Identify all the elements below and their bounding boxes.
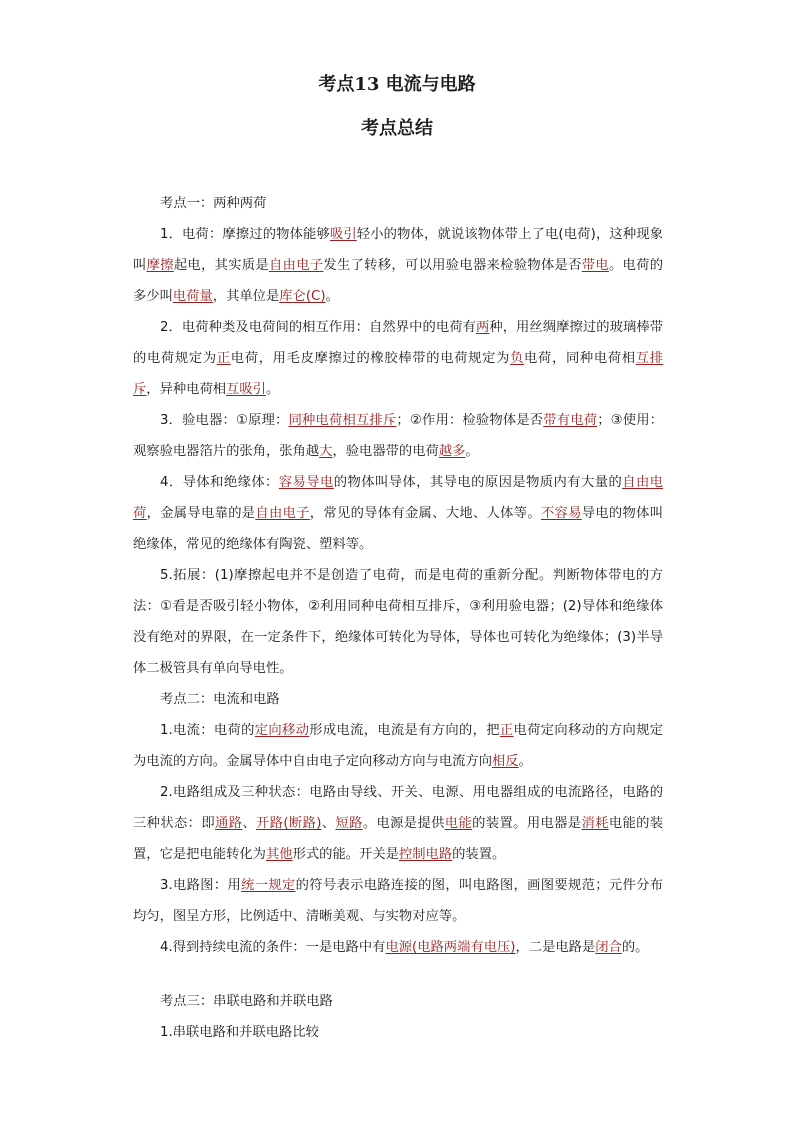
text-run: 种，用丝绸摩擦过的玻璃棒带的电荷规定为 [133, 320, 664, 366]
answer-highlight: 库仑(C) [279, 289, 326, 304]
answer-highlight: 电荷量 [172, 289, 213, 304]
answer-highlight: 不容易 [540, 506, 582, 521]
paragraph [133, 1017, 663, 1048]
text-run: 电荷，同种电荷相 [524, 351, 636, 366]
answer-highlight: 自由电荷 [133, 475, 664, 521]
section-heading: 考点一：两种两荷 [160, 196, 267, 211]
text-run: 的。 [621, 940, 649, 955]
paragraph [133, 777, 663, 870]
answer-highlight: 带有电荷 [543, 413, 598, 428]
answer-highlight: 自由电子 [269, 258, 324, 273]
paragraph [133, 312, 663, 405]
paragraph [133, 467, 663, 560]
answer-highlight: 互排斥 [133, 351, 664, 397]
paragraph [133, 870, 663, 932]
answer-highlight: 电源(电路两端有电压) [385, 940, 516, 955]
answer-highlight: 同种电荷相互排斥 [288, 413, 397, 428]
text-run: 、 [321, 816, 336, 831]
text-run: 电荷定向移动的方向规定为电流的方向。金属导体中自由电子定向移动方向与电流方向 [133, 723, 664, 769]
text-run: 4．导体和绝缘体： [160, 475, 279, 490]
text-run: ；②作用：检验物体是否 [396, 413, 544, 428]
text-run: 3.电路图：用 [160, 878, 242, 893]
paragraph [133, 405, 663, 467]
text-run: 轻小的物体，就说该物体带上了电(电荷)，这种现象叫 [133, 227, 664, 273]
text-run: 的物体叫导体，其导电的原因是物质内有大量的 [333, 475, 623, 490]
answer-highlight: 大 [319, 444, 333, 459]
text-run: 电荷，用毛皮摩擦过的橡胶棒带的电荷规定为 [230, 351, 511, 366]
answer-highlight: 自由电子 [255, 506, 310, 521]
answer-highlight: 正 [216, 351, 231, 366]
text-run: ，二是电路是 [515, 940, 596, 955]
answer-highlight: 定向移动 [254, 723, 310, 738]
text-run: 。电荷的多少叫 [133, 258, 664, 304]
text-run: 电能的装置，它是把电能转化为 [133, 816, 664, 862]
text-run: 的装置。用电器是 [472, 816, 582, 831]
answer-highlight: 通路 [215, 816, 243, 831]
text-run: ，验电器带的电荷 [332, 444, 439, 459]
text-run: 。 [465, 444, 479, 459]
text-run: 导电的物体叫绝缘体，常见的绝缘体有陶瓷、塑料等。 [133, 506, 664, 552]
text-run: 2.电路组成及三种状态：电路由导线、开关、电源、用电器组成的电流路径，电路的三种状态：即 [133, 785, 663, 831]
text-run: ，异种电荷相 [146, 382, 227, 397]
answer-highlight: 电能 [444, 816, 473, 831]
text-run: 形成电流，电流是有方向的，把 [309, 723, 500, 738]
text-run: 。 [518, 754, 532, 769]
text-run: 的符号表示电路连接的图，叫电路图，画图要规范；元件分布均匀，图呈方形，比例适中、清晰美观、与实物对应等。 [133, 878, 664, 924]
text-run: 3．验电器：①原理： [160, 413, 289, 428]
section-heading: 考点二：电流和电路 [160, 692, 280, 707]
text-run: 2．电荷种类及电荷间的相互作用：自然界中的电荷有 [160, 320, 476, 335]
text-run: ，其单位是 [212, 289, 280, 304]
answer-highlight: 开路(断路) [256, 816, 322, 831]
answer-highlight: 其他 [265, 847, 293, 862]
text-run: 、 [242, 816, 257, 831]
answer-highlight: 越多 [438, 444, 466, 459]
answer-highlight: 消耗 [581, 816, 609, 831]
answer-highlight: 短路 [335, 816, 363, 831]
paragraph [133, 560, 663, 684]
answer-highlight: 统一规定 [241, 878, 296, 893]
text-run: 1.串联电路和并联电路比较 [160, 1025, 319, 1040]
document-body [133, 188, 663, 1048]
text-run: ，金属导电靠的是 [146, 506, 256, 521]
text-run: 起电，其实质是 [173, 258, 269, 273]
paragraph [133, 932, 663, 963]
answer-highlight: 带电 [581, 258, 609, 273]
text-run: 4.得到持续电流的条件：一是电路中有 [160, 940, 386, 955]
answer-highlight: 正 [499, 723, 514, 738]
text-run: ，常见的导体有金属、大地、人体等。 [309, 506, 541, 521]
text-run: 1.电流：电荷的 [160, 723, 255, 738]
answer-highlight: 闭合 [595, 940, 622, 955]
answer-highlight: 相反 [492, 754, 519, 769]
paragraph [133, 219, 663, 312]
document-subtitle: 考点总结 [361, 118, 433, 139]
text-run: 的装置。 [452, 847, 506, 862]
answer-highlight: 互吸引 [226, 382, 266, 397]
paragraph [133, 715, 663, 777]
text-run: ；③使用：观察验电器箔片的张角，张角越 [133, 413, 664, 459]
answer-highlight: 负 [510, 351, 525, 366]
text-run: 。电源是提供 [362, 816, 445, 831]
document-title: 考点13 电流与电路 [318, 74, 476, 95]
text-run: 形式的能。开关是 [292, 847, 399, 862]
section-heading: 考点三：串联电路和并联电路 [160, 994, 333, 1009]
text-run: 。 [265, 382, 280, 397]
answer-highlight: 吸引 [329, 227, 357, 242]
text-run: 1．电荷：摩擦过的物体能够 [160, 227, 330, 242]
answer-highlight: 容易导电 [278, 475, 334, 490]
answer-highlight: 两 [475, 320, 490, 335]
text-run: 。 [325, 289, 339, 304]
text-run: 发生了转移，可以用验电器来检验物体是否 [323, 258, 582, 273]
answer-highlight: 控制电路 [398, 847, 453, 862]
answer-highlight: 摩擦 [146, 258, 174, 273]
text-run: 5.拓展：(1)摩擦起电并不是创造了电荷，而是电荷的重新分配。判断物体带电的方法：①看是否吸引轻小物体，②利用同种电荷相互排斥，③利用验电器；(2)导体和绝缘体没有绝对的界限，在一定条件下，绝缘体可转化为导体，导体也可转化为绝缘体；(3)半导体二极管具有单向导电性。 [133, 568, 663, 676]
